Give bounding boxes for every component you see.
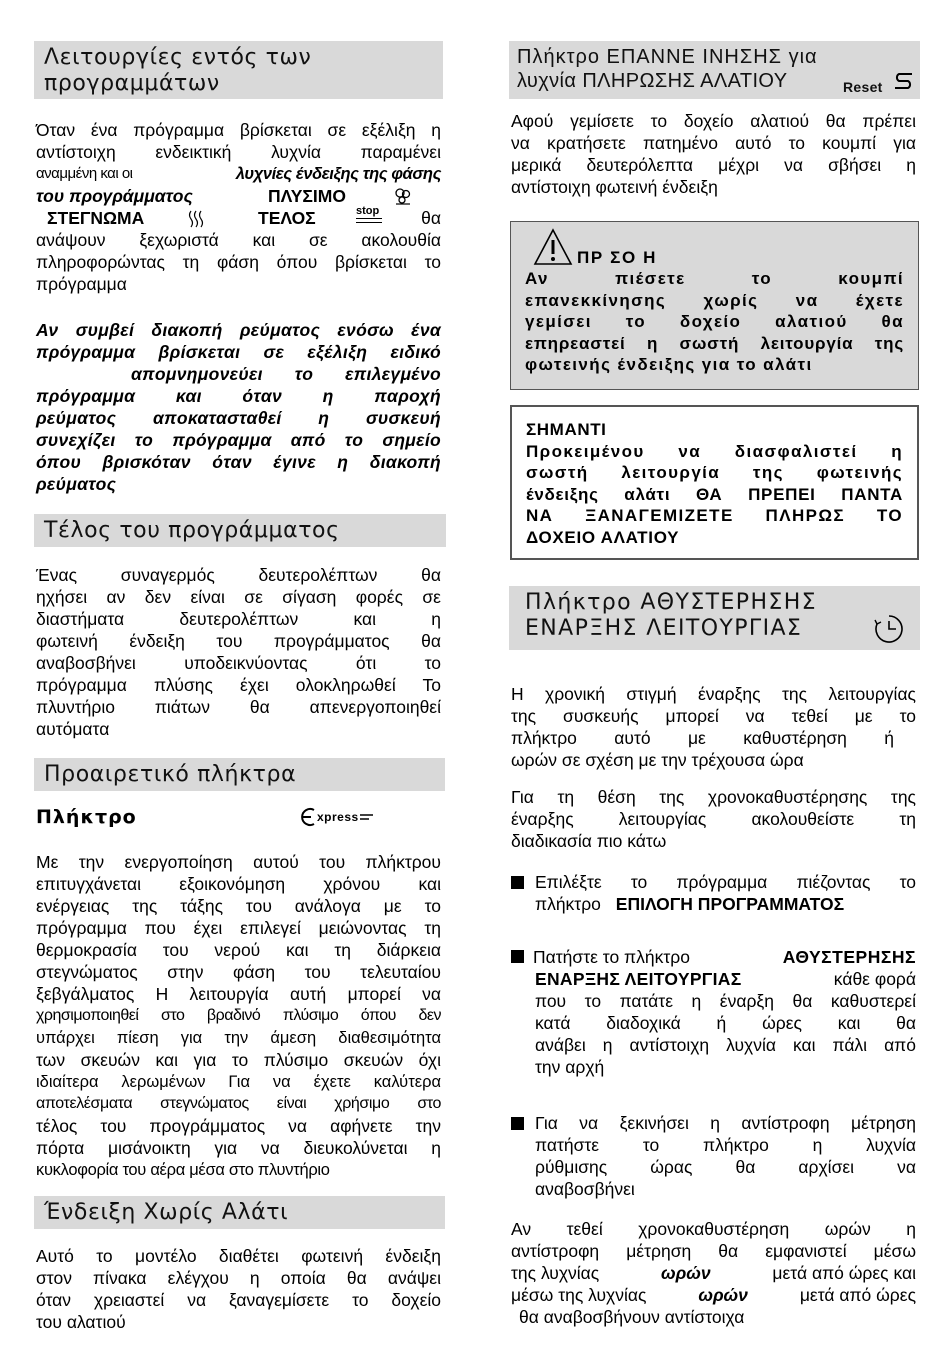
text-line — [511, 1284, 916, 1306]
program-end-paragraph — [36, 564, 441, 740]
header-line: προγραμμάτων — [44, 71, 220, 96]
text-line: ηχήσει αν δεν είναι σε σίγαση φορές σε — [36, 587, 441, 607]
text-line: αναβοσβήνει υποδεικνύοντας ότι το — [36, 653, 441, 673]
text-line: χρησιμοποιηθεί στο βραδινό πλύσιμο όπου δεν — [36, 1007, 441, 1024]
reset-icon — [893, 70, 915, 90]
text-line: όπου βρισκόταν όταν έγινε η διακοπή — [36, 452, 441, 472]
section-header-optional-keys — [34, 758, 445, 791]
dry-icon — [186, 207, 206, 229]
text-line — [533, 968, 916, 990]
text-line: ιδιαίτερα λερωμένων Για να έχετε καλύτερα — [36, 1073, 441, 1091]
functions-paragraph — [36, 119, 441, 295]
text-line: Ένας συναγερμός δευτερολέπτων θα — [36, 565, 441, 585]
bullet-item-select-program — [535, 871, 916, 915]
text-line: του αλατιού — [36, 1312, 126, 1332]
header-line: Πλήκτρο ΕΠΑΝΝΕ ΙΝΗΣΗΣ για — [517, 46, 818, 68]
text-line: επηρεαστεί η σωστή λειτουργία της — [525, 333, 904, 353]
text-line: επιτυγχάνεται εξοικονόμηση χρόνου και — [36, 874, 441, 894]
end-label: ΤΕΛΟΣ — [258, 208, 316, 228]
text-line: φωτεινής ένδειξης για το αλάτι — [525, 355, 813, 374]
text-line — [36, 185, 441, 207]
text-line: διαδικασία πιο κάτω — [511, 831, 667, 851]
section-header-program-end — [34, 514, 446, 547]
header-line-2 — [517, 69, 912, 93]
header-line: Προαιρετικό πλήκτρα — [44, 762, 297, 787]
key-label: Πλήκτρο — [36, 806, 137, 828]
important-title: ΣΗΜΑΝΤΙ — [526, 420, 607, 439]
text-line: στον πίνακα ελέγχου η οποία θα ανάψει — [36, 1268, 441, 1288]
express-e-icon — [299, 807, 319, 827]
delay-clock-icon — [873, 613, 905, 645]
text-line: θερμοκρασία του νερού και τη διάρκεια — [36, 940, 441, 960]
header-text: λυχνία ΠΛΗΡΩΣΗΣ ΑΛΑΤΙΟΥ — [517, 70, 788, 92]
bullet-item-countdown — [535, 1112, 916, 1200]
text-line: αποτελέσματα στεγνώματος είναι χρήσιμο στο — [36, 1095, 441, 1112]
text-line — [535, 893, 916, 915]
text-line: έναρξης λειτουργίας ακολουθείστε τη — [511, 809, 916, 829]
text-line: που το πατάτε η έναρξη θα καθυστερεί — [535, 991, 916, 1011]
text-line: φωτεινή ένδειξη του προγράμματος θα — [36, 631, 441, 651]
text-line: Αυτό το μοντέλο διαθέτει φωτεινή ένδειξη — [36, 1246, 441, 1266]
section-header-reset-key — [509, 41, 920, 99]
text-line: κυκλοφορία του αέρα μέσα στο πλυντήριο — [36, 1161, 330, 1179]
text-line: πρόγραμμα — [36, 274, 127, 294]
text-line: επανεκκίνησης χωρίς να έχετε — [525, 290, 904, 310]
text-line: θα αναβοσβήνουν αντίστοιχα — [519, 1307, 745, 1327]
warning-title-row — [525, 228, 904, 268]
text-fragment: λυχνίες ένδειξης της φάσης — [235, 165, 441, 183]
header-line: Λειτουργίες εντός των — [44, 45, 312, 70]
text-line: Αν πιέσετε το κουμπί — [525, 269, 904, 288]
text-fragment: μετά από ώρες και — [772, 1263, 916, 1283]
bullet-item-press-delay — [533, 946, 916, 1078]
text-line: αντίστοιχη ενδεικτική λυχνία παραμένει — [36, 142, 441, 162]
text-line — [36, 207, 441, 229]
text-fragment: του προγράμματος — [36, 186, 193, 206]
text-line: διαστήματα δευτερολέπτων και η — [36, 609, 441, 629]
text-fragment: ΕΝΑΡΞΗΣ ΛΕΙΤΟΥΡΓΙΑΣ — [535, 969, 742, 989]
text-line: κατά διαδοχικά ή ώρες και θα — [535, 1013, 916, 1033]
dry-label: ΣΤΕΓΝΩΜΑ — [47, 208, 145, 228]
text-fragment: της λυχνίας — [511, 1263, 600, 1283]
text-fragment: θα — [421, 208, 441, 228]
warning-triangle-icon — [533, 228, 573, 266]
no-salt-paragraph — [36, 1245, 441, 1333]
header-line: ΕΝΑΡΞΗΣ ΛΕΙΤΟΥΡΓΙΑΣ — [525, 616, 803, 641]
bullet-square-icon — [511, 950, 524, 963]
text-line: πρόγραμμα βρίσκεται σε εξέλιξη ειδικό — [36, 342, 441, 362]
text-line: αντίστοιχη φωτεινή ένδειξη — [511, 177, 718, 197]
important-box — [510, 405, 919, 560]
text-line: πρόγραμμα πλύσης έχει ολοκληρωθεί Το — [36, 675, 441, 695]
text-line: τέλος του προγράμματος να αφήνετε την — [36, 1116, 441, 1136]
text-line: όταν χρειαστεί να ξαναγεμίσετε το δοχείο — [36, 1290, 441, 1310]
text-line: υπάρχει πίεση για την άμεση διαθεσιμότητα — [36, 1029, 441, 1047]
text-line: πρόγραμμα και όταν η παροχή — [36, 386, 441, 406]
text-line: απομνημονεύει το επιλεγμένο — [131, 364, 441, 384]
text-line: ενέργειας της τάξης του ανάλογα με το — [36, 896, 441, 916]
text-line: πλυντήριο πιάτων θα απενεργοποιηθεί — [36, 697, 441, 717]
text-line: ρεύματος — [36, 474, 117, 494]
text-line: γεμίσει το δοχείο αλατιού θα — [525, 312, 904, 331]
text-line: Η χρονική στιγμή έναρξης της λειτουργίας — [511, 684, 916, 704]
text-line: ξεβγάλματος Η λειτουργία αυτή μπορεί να — [36, 984, 441, 1004]
text-fragment: κάθε φορά — [833, 969, 916, 989]
text-fragment: πλήκτρο — [535, 894, 601, 914]
express-paragraph — [36, 851, 441, 1181]
text-line — [36, 163, 441, 185]
text-line: Αν συμβεί διακοπή ρεύματος ενόσω ένα — [36, 320, 441, 340]
section-header-no-salt — [34, 1196, 445, 1229]
text-line: αυτόματα — [36, 719, 110, 739]
reset-paragraph — [511, 110, 916, 198]
header-line: Πλήκτρο ΑΘΥΣΤΕΡΗΣΗΣ — [525, 590, 817, 615]
text-line: ρύθμισης ώρας θα αρχίσει να — [535, 1157, 916, 1177]
text-line: στεγνώματος στην φάση του τελευταίου — [36, 962, 441, 982]
text-line: Προκειμένου να διασφαλιστεί η — [526, 441, 903, 461]
text-line: των σκευών και για το πλύσιμο σκευών όχι — [36, 1050, 441, 1070]
text-line — [511, 1262, 916, 1284]
text-line: ανάψουν ξεχωριστά και σε ακολουθία — [36, 230, 441, 250]
header-line: Τέλος του προγράμματος — [44, 518, 340, 543]
bullet-square-icon — [511, 1117, 524, 1130]
wash-label: ΠΛΥΣΙΜΟ — [268, 186, 346, 206]
text-line: Αφού γεμίσετε το δοχείο αλατιού θα πρέπει — [511, 111, 916, 131]
text-line: ρεύματος αποκατασταθεί η συσκευή — [36, 408, 441, 428]
delay-paragraph-2 — [511, 786, 916, 852]
text-line: ένδειξης αλάτι ΘΑ ΠΡΕΠΕΙ ΠΑΝΤΑ — [526, 484, 903, 504]
text-line: Αν τεθεί χρονοκαθυστέρηση ωρών η — [511, 1219, 916, 1239]
wash-icon — [392, 185, 414, 207]
header-line: Ένδειξη Χωρίς Αλάτι — [44, 1200, 289, 1225]
text-fragment: μετά από ώρες — [799, 1285, 916, 1305]
text-line: πρόγραμμα που έχει επιλεγεί μειώνοντας τη — [36, 918, 441, 938]
power-failure-paragraph — [36, 319, 441, 495]
text-line: μερικά δευτερόλεπτα μέχρι να σβήσει η — [511, 155, 916, 175]
text-line: Για να ξεκινήσει η αντίστροφη μέτρηση — [535, 1113, 916, 1133]
text-fragment: αναμμένη και οι — [36, 165, 133, 182]
text-line: αναβοσβήνει — [535, 1179, 635, 1199]
warning-box — [510, 221, 919, 390]
text-line: Όταν ένα πρόγραμμα βρίσκεται σε εξέλιξη η — [36, 120, 441, 140]
express-icon — [299, 806, 375, 828]
text-line: αντίστροφη μέτρηση θα εμφανιστεί μέσω — [511, 1241, 916, 1261]
text-line: πλήκτρο αυτό με καθυστέρηση ή — [511, 728, 894, 748]
text-line — [533, 946, 916, 968]
text-line: Επιλέξτε το πρόγραμμα πιέζοντας το — [535, 872, 916, 892]
express-lines-icon — [359, 811, 375, 823]
reset-label: Reset — [843, 79, 883, 95]
text-line: ΔΟΧΕΙΟ ΑΛΑΤΙΟΥ — [526, 527, 680, 547]
text-fragment: μέσω της λυχνίας — [511, 1285, 647, 1305]
express-label: xpress — [317, 810, 359, 824]
text-line: ωρών σε σχέση με την τρέχουσα ώρα — [511, 750, 804, 770]
delay-paragraph-1 — [511, 683, 916, 771]
section-header-functions — [34, 41, 443, 99]
text-fragment: ωρών — [698, 1285, 748, 1305]
text-fragment: ωρών — [661, 1263, 711, 1283]
section-header-delay-start — [509, 586, 920, 650]
text-fragment: ΕΠΙΛΟΓΗ ΠΡΟΓΡΑΜΜΑΤΟΣ — [615, 894, 845, 914]
bullet-square-icon — [511, 876, 524, 889]
text-line: ΝΑ ΞΑΝΑΓΕΜΙΖΕΤΕ ΠΛΗΡΩΣ ΤΟ — [526, 506, 903, 525]
text-line: πατήστε το πλήκτρο η λυχνία — [535, 1135, 916, 1155]
text-line: να κρατήσετε πατημένο αυτό το κουμπί για — [511, 133, 916, 153]
text-fragment: ΑΘΥΣΤΕΡΗΣΗΣ — [782, 947, 916, 967]
text-line: συνεχίζει το πρόγραμμα από το σημείο — [36, 430, 441, 450]
text-line: ανάβει η αντίστοιχη λυχνία και πάλι από — [535, 1035, 916, 1055]
text-line: πληροφορώντας τη φάση όπου βρίσκεται το — [36, 252, 441, 272]
warning-title: ΠΡ ΣΟ Η — [577, 248, 657, 267]
text-line: σωστή λειτουργία της φωτεινής — [526, 463, 903, 482]
stop-icon — [356, 205, 382, 223]
text-line: Για τη θέση της χρονοκαθυστέρησης της — [511, 787, 916, 807]
text-fragment: Πατήστε το πλήκτρο — [533, 947, 690, 967]
text-line: την αρχή — [535, 1057, 605, 1077]
delay-paragraph-3 — [511, 1218, 916, 1328]
text-line: πόρτα μισάνοικτη για να διευκολύνεται η — [36, 1138, 441, 1158]
stop-icon-label: stop — [356, 205, 380, 217]
text-line: Με την ενεργοποίηση αυτού του πλήκτρου — [36, 852, 441, 872]
text-line: της συσκευής μπορεί να τεθεί με το — [511, 706, 916, 726]
